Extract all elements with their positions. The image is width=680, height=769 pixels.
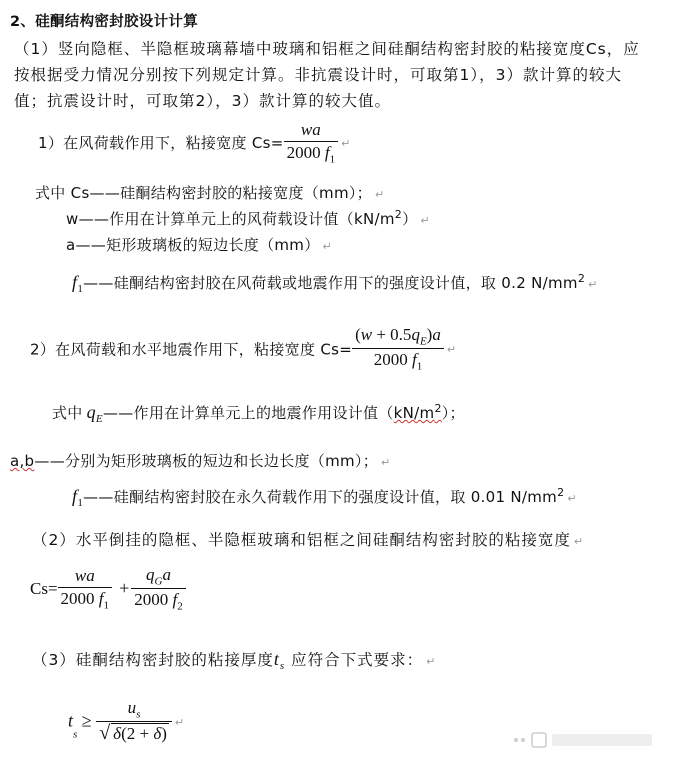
paragraph-2-text: （2）水平倒挂的隐框、半隐框玻璃和铝框之间硅酮结构密封胶的粘接宽度 xyxy=(32,531,571,549)
equation-4-delta-1: δ xyxy=(113,724,122,744)
definition-a xyxy=(66,234,332,255)
equation-4-delta-2: δ xyxy=(153,724,162,744)
item-1-numerator: wa xyxy=(284,120,338,142)
equation-3-fraction-1 xyxy=(58,566,112,611)
paragraph-mark: ↵ xyxy=(381,456,391,469)
item-2-den-number: 2000 xyxy=(373,350,408,370)
equation-4-ge: ≥ xyxy=(77,710,97,731)
where-qe-tail: ）； xyxy=(441,404,465,422)
paragraph-3-var: t xyxy=(273,649,280,669)
where-qe xyxy=(52,402,465,425)
equation-3-den-2-sub: 2 xyxy=(177,600,183,613)
definition-f1-var: f xyxy=(72,272,78,292)
definition-ab xyxy=(10,450,391,471)
paragraph-mark: ↵ xyxy=(588,278,598,291)
equation-3-num-2-a: a xyxy=(162,565,171,584)
equation-3-plus: + xyxy=(119,578,130,599)
item-2-den-sub: 1 xyxy=(416,360,423,373)
equation-3-den-2-number: 2000 xyxy=(134,590,169,610)
equation-4-fraction xyxy=(96,698,172,744)
where-qe-unit-sup: 2 xyxy=(434,402,442,415)
definition-ab-text: ——分别为矩形玻璃板的短边和长边长度（mm）； xyxy=(34,452,379,470)
paragraph-1-line-3: 值；抗震设计时，可取第2），3）款计算的较大值。 xyxy=(14,92,391,110)
equation-3-num-2-q: q xyxy=(146,565,155,584)
item-2-num-open: ( xyxy=(355,325,361,344)
item-1-prefix: 1）在风荷载作用下，粘接宽度 Cs= xyxy=(38,134,284,153)
watermark-logo-icon xyxy=(508,728,658,752)
paragraph-mark: ↵ xyxy=(567,492,577,505)
paragraph-mark: ↵ xyxy=(174,715,185,729)
item-1-den-number: 2000 xyxy=(286,143,321,162)
equation-3-num-2-sub: G xyxy=(154,575,163,588)
equation-3-fraction-2 xyxy=(131,565,185,613)
where-cs xyxy=(35,182,385,203)
definition-a-text: a——矩形玻璃板的短边长度（mm） xyxy=(66,236,320,254)
item-2-num-qsub: E xyxy=(419,335,427,348)
equation-3 xyxy=(30,565,186,613)
equation-4-numerator xyxy=(96,698,172,722)
definition-f1-text: ——硅酮结构密封胶在风荷载或地震作用下的强度设计值，取 0.2 N/mm xyxy=(83,274,578,292)
paragraph-mark: ↵ xyxy=(322,240,333,253)
paragraph-mark: ↵ xyxy=(341,137,351,151)
where-cs-text: 式中 Cs——硅酮结构密封胶的粘接宽度（mm）； xyxy=(35,184,372,202)
sqrt-icon: √ xyxy=(99,722,111,745)
item-1-den-sub: 1 xyxy=(329,153,336,166)
definition-w-tail: ） xyxy=(402,210,418,228)
paragraph-1-line-1: （1）竖向隐框、半隐框玻璃幕墙中玻璃和铝框之间硅酮结构密封胶的粘接宽度Cs，应 xyxy=(14,40,640,58)
paragraph-mark: ↵ xyxy=(420,214,430,227)
equation-3-den-2 xyxy=(131,589,185,612)
paragraph-mark: ↵ xyxy=(374,188,385,201)
item-2-num-q: q xyxy=(411,325,420,344)
equation-3-num-1: wa xyxy=(58,566,112,588)
equation-4-radicand xyxy=(111,723,169,744)
watermark-logo xyxy=(508,728,658,756)
paragraph-1-line-2: 按根据受力情况分别按下列规定计算。非抗震设计时，可取第1），3）款计算的较大 xyxy=(14,66,622,84)
paragraph-3-prefix: （3）硅酮结构密封胶的粘接厚度 xyxy=(32,651,274,669)
paragraph-mark: ↵ xyxy=(426,655,437,668)
definition-f1 xyxy=(72,272,598,295)
item-1-fraction xyxy=(284,120,338,165)
equation-3-den-1 xyxy=(58,588,112,611)
paragraph-mark: ↵ xyxy=(446,343,457,357)
item-2-denominator xyxy=(352,349,444,372)
where-qe-prefix: 式中 xyxy=(52,404,83,422)
paragraph-3-sub: s xyxy=(279,660,286,673)
item-2-den-var: f xyxy=(411,350,417,370)
section-heading: 2、硅酮结构密封胶设计计算 xyxy=(10,14,198,30)
definition-f1b-sup: 2 xyxy=(557,486,565,499)
paragraph-3-suffix: 应符合下式要求： xyxy=(285,651,424,669)
equation-4-den-close: ) xyxy=(161,724,167,744)
item-1-den-var: f xyxy=(324,143,330,162)
item-1-formula xyxy=(38,120,350,165)
definition-f1-sup: 2 xyxy=(577,272,586,285)
equation-3-cs: Cs= xyxy=(30,578,58,598)
equation-4-denominator xyxy=(96,722,172,744)
paragraph-2 xyxy=(32,528,584,550)
paragraph-mark: ↵ xyxy=(573,535,585,548)
equation-3-den-1-sub: 1 xyxy=(103,599,110,612)
definition-w-sup: 2 xyxy=(394,208,403,221)
where-qe-text: ——作用在计算单元上的地震作用设计值（ xyxy=(102,404,394,422)
definition-f1b-var: f xyxy=(72,486,78,506)
equation-4 xyxy=(68,698,184,744)
definition-f1b-text: ——硅酮结构密封胶在永久荷载作用下的强度设计值，取 0.01 N/mm xyxy=(83,488,558,506)
equation-3-num-2 xyxy=(131,565,185,589)
item-1-denominator xyxy=(284,142,338,165)
item-2-prefix: 2）在风荷载和水平地震作用下，粘接宽度 Cs= xyxy=(30,340,353,359)
definition-ab-vars: a,b xyxy=(10,452,35,470)
equation-3-den-1-number: 2000 xyxy=(60,589,95,609)
item-2-num-close: ) xyxy=(426,325,433,344)
item-2-num-coef: + 0.5 xyxy=(372,325,412,344)
equation-4-lhs: t xyxy=(68,710,74,731)
item-2-num-a: a xyxy=(432,325,441,344)
item-2-fraction xyxy=(352,325,444,373)
equation-4-den-mid: (2 + xyxy=(121,724,154,744)
where-qe-sub: E xyxy=(95,413,103,425)
definition-w-text: w——作用在计算单元上的风荷载设计值（kN/m xyxy=(66,210,395,228)
equation-3-den-2-var: f xyxy=(172,590,178,610)
definition-f1b-sub: 1 xyxy=(77,497,84,509)
definition-w xyxy=(66,208,430,229)
equation-3-den-1-var: f xyxy=(98,589,104,609)
equation-4-num-sub: s xyxy=(136,708,141,721)
paragraph-3 xyxy=(32,648,436,672)
item-2-numerator xyxy=(352,325,444,349)
item-2-num-w: w xyxy=(360,325,373,344)
definition-f1-sub: 1 xyxy=(77,283,84,295)
equation-4-num-u: u xyxy=(127,698,137,717)
where-qe-unit xyxy=(394,404,442,422)
item-2-formula xyxy=(30,325,456,373)
definition-f1-permanent xyxy=(72,486,577,509)
equation-4-lhs-sub: s xyxy=(73,728,78,741)
where-qe-var: q xyxy=(86,402,96,422)
where-qe-unit-text: kN/m xyxy=(393,404,435,422)
